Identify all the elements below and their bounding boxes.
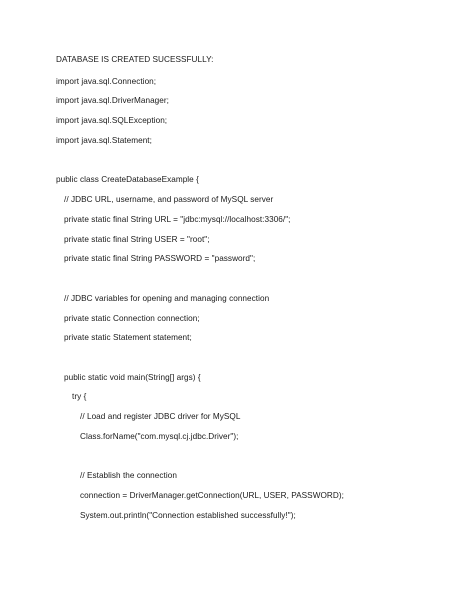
code-comment: // JDBC variables for opening and managing connection bbox=[64, 294, 270, 303]
connection-declaration: private static Connection connection; bbox=[64, 314, 200, 323]
class-declaration: public class CreateDatabaseExample { bbox=[56, 175, 199, 184]
println-statement: System.out.println("Connection established successfully!"); bbox=[80, 511, 296, 520]
code-comment: // JDBC URL, username, and password of MySQL server bbox=[64, 195, 274, 204]
try-block-open: try { bbox=[72, 392, 87, 401]
code-comment: // Load and register JDBC driver for MySQL bbox=[80, 412, 241, 421]
import-line: import java.sql.SQLException; bbox=[56, 116, 168, 125]
get-connection-statement: connection = DriverManager.getConnection(URL, USER, PASSWORD); bbox=[80, 491, 344, 500]
import-line: import java.sql.Connection; bbox=[56, 77, 157, 86]
url-declaration: private static final String URL = "jdbc:mysql://localhost:3306/"; bbox=[64, 215, 291, 224]
code-comment: // Establish the connection bbox=[80, 471, 177, 480]
password-declaration: private static final String PASSWORD = "password"; bbox=[64, 254, 256, 263]
driver-load-statement: Class.forName("com.mysql.cj.jdbc.Driver"); bbox=[80, 432, 239, 441]
document-heading: DATABASE IS CREATED SUCESSFULLY: bbox=[56, 55, 214, 64]
main-method-declaration: public static void main(String[] args) { bbox=[64, 373, 201, 382]
statement-declaration: private static Statement statement; bbox=[64, 333, 192, 342]
import-line: import java.sql.Statement; bbox=[56, 136, 152, 145]
user-declaration: private static final String USER = "root"; bbox=[64, 235, 210, 244]
import-line: import java.sql.DriverManager; bbox=[56, 96, 169, 105]
